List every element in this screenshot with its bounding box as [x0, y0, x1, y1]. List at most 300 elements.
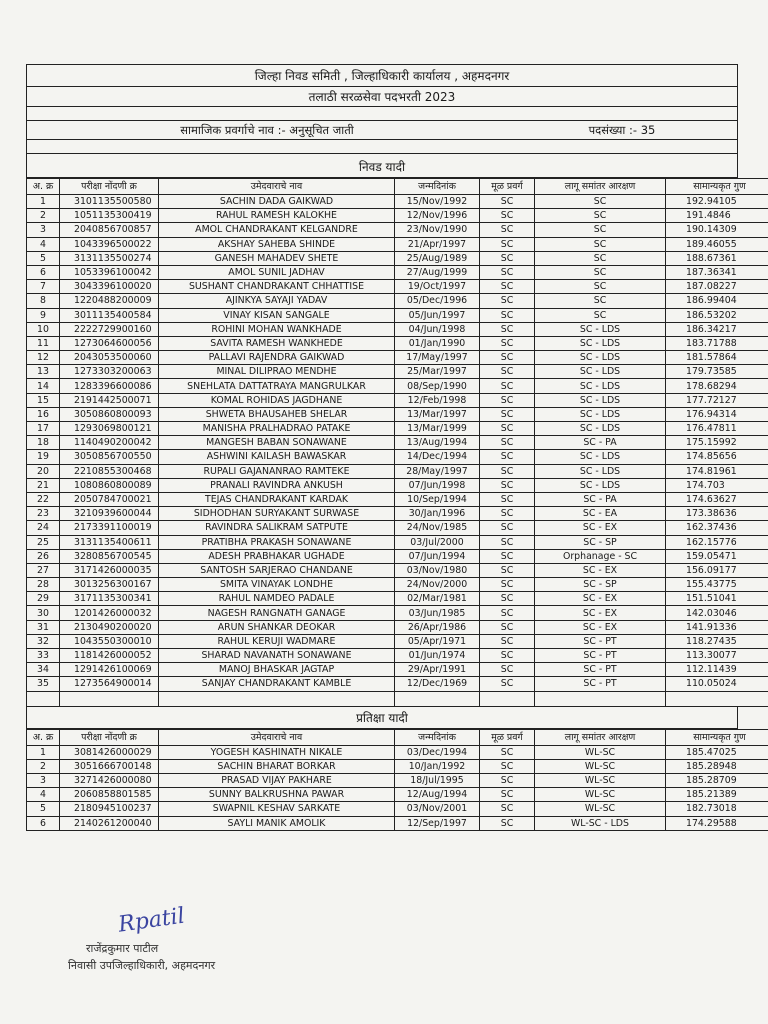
cell-serial: 18 [27, 436, 60, 450]
cell-category: SC [480, 195, 535, 209]
cell-registration: 3013256300167 [60, 578, 159, 592]
cell-registration: 1201426000032 [60, 606, 159, 620]
cell-dob: 29/Apr/1991 [395, 663, 480, 677]
cell-score: 174.63627 [666, 492, 768, 506]
office-title: जिल्हा निवड समिती , जिल्हाधिकारी कार्यालय , अहमदनगर [254, 69, 510, 83]
cell-dob: 24/Nov/2000 [395, 578, 480, 592]
selection-list-title: निवड यादी [358, 160, 406, 174]
cell-serial: 6 [27, 816, 60, 830]
cell-reservation: SC - LDS [535, 422, 666, 436]
cell-dob: 12/Feb/1998 [395, 393, 480, 407]
cell-dob: 03/Jul/2000 [395, 535, 480, 549]
cell-category: SC [480, 606, 535, 620]
cell-reservation: SC [535, 294, 666, 308]
cell-name: PRANALI RAVINDRA ANKUSH [159, 478, 395, 492]
cell-score: 173.38636 [666, 507, 768, 521]
cell-name: PRATIBHA PRAKASH SONAWANE [159, 535, 395, 549]
cell-reservation: SC [535, 251, 666, 265]
cell-name: ROHINI MOHAN WANKHADE [159, 322, 395, 336]
table-row [27, 407, 768, 421]
cell-dob: 28/May/1997 [395, 464, 480, 478]
cell-category: SC [480, 422, 535, 436]
cell-category: SC [480, 549, 535, 563]
table-row [27, 507, 768, 521]
cell-reservation: SC - EX [535, 563, 666, 577]
cell-registration: 1283396600086 [60, 379, 159, 393]
cell-reservation: SC - LDS [535, 379, 666, 393]
cell-dob: 17/May/1997 [395, 351, 480, 365]
cell-name: TEJAS CHANDRAKANT KARDAK [159, 492, 395, 506]
table-row [27, 450, 768, 464]
table-row [27, 251, 768, 265]
cell-category: SC [480, 237, 535, 251]
cell-reservation: SC [535, 308, 666, 322]
cell-serial: 2 [27, 759, 60, 773]
cell-name: RAHUL RAMESH KALOKHE [159, 209, 395, 223]
cell-score: 185.47025 [666, 745, 768, 759]
cell-dob: 21/Apr/1997 [395, 237, 480, 251]
cell-dob: 12/Aug/1994 [395, 788, 480, 802]
cell-serial: 32 [27, 634, 60, 648]
waiting-body [27, 745, 768, 830]
cell-score: 188.67361 [666, 251, 768, 265]
cell-serial: 7 [27, 280, 60, 294]
cell-serial: 3 [27, 223, 60, 237]
cell-name: RUPALI GAJANANRAO RAMTEKE [159, 464, 395, 478]
cell-score: 186.99404 [666, 294, 768, 308]
selection-list-heading [26, 154, 738, 178]
cell-dob: 05/Jun/1997 [395, 308, 480, 322]
cell-dob: 04/Jun/1998 [395, 322, 480, 336]
cell-category: SC [480, 521, 535, 535]
cell-registration: 1273564900014 [60, 677, 159, 691]
blank-cell [666, 691, 768, 706]
cell-score: 178.68294 [666, 379, 768, 393]
cell-dob: 01/Jun/1974 [395, 649, 480, 663]
cell-name: PRASAD VIJAY PAKHARE [159, 773, 395, 787]
cell-score: 186.53202 [666, 308, 768, 322]
category-row [26, 121, 738, 140]
cell-score: 156.09177 [666, 563, 768, 577]
waiting-table [26, 729, 768, 831]
cell-serial: 24 [27, 521, 60, 535]
cell-registration: 3131135400611 [60, 535, 159, 549]
cell-registration: 1293069800121 [60, 422, 159, 436]
cell-name: YOGESH KASHINATH NIKALE [159, 745, 395, 759]
table-row [27, 393, 768, 407]
cell-dob: 23/Nov/1990 [395, 223, 480, 237]
blank-cell [480, 691, 535, 706]
cell-score: 179.73585 [666, 365, 768, 379]
cell-registration: 3171426000035 [60, 563, 159, 577]
cell-score: 183.71788 [666, 336, 768, 350]
cell-category: SC [480, 492, 535, 506]
table-row [27, 478, 768, 492]
cell-serial: 12 [27, 351, 60, 365]
cell-category: SC [480, 773, 535, 787]
waiting-list-heading [26, 707, 738, 729]
cell-name: NAGESH RANGNATH GANAGE [159, 606, 395, 620]
cell-category: SC [480, 663, 535, 677]
cell-serial: 9 [27, 308, 60, 322]
cell-name: MANISHA PRALHADRAO PATAKE [159, 422, 395, 436]
table-row [27, 237, 768, 251]
cell-category: SC [480, 788, 535, 802]
cell-dob: 13/Mar/1997 [395, 407, 480, 421]
cell-dob: 12/Nov/1996 [395, 209, 480, 223]
blank-cell [27, 691, 60, 706]
post-count: पदसंख्या :- 35 [588, 122, 656, 137]
cell-serial: 34 [27, 663, 60, 677]
cell-registration: 1043550300010 [60, 634, 159, 648]
cell-score: 174.29588 [666, 816, 768, 830]
cell-reservation: WL-SC [535, 802, 666, 816]
cell-reservation: SC - LDS [535, 393, 666, 407]
cell-registration: 2191442500071 [60, 393, 159, 407]
cell-category: SC [480, 592, 535, 606]
cell-dob: 07/Jun/1998 [395, 478, 480, 492]
table-row [27, 578, 768, 592]
cell-reservation: SC - LDS [535, 464, 666, 478]
cell-dob: 08/Sep/1990 [395, 379, 480, 393]
cell-category: SC [480, 478, 535, 492]
cell-serial: 14 [27, 379, 60, 393]
cell-registration: 3271426000080 [60, 773, 159, 787]
cell-serial: 20 [27, 464, 60, 478]
cell-serial: 1 [27, 745, 60, 759]
cell-category: SC [480, 407, 535, 421]
cell-registration: 3043396100020 [60, 280, 159, 294]
cell-name: SHWETA BHAUSAHEB SHELAR [159, 407, 395, 421]
cell-reservation: SC - LDS [535, 450, 666, 464]
cell-dob: 01/Jan/1990 [395, 336, 480, 350]
cell-reservation: WL-SC - LDS [535, 816, 666, 830]
cell-dob: 25/Mar/1997 [395, 365, 480, 379]
cell-name: KOMAL ROHIDAS JAGDHANE [159, 393, 395, 407]
cell-registration: 3171135300341 [60, 592, 159, 606]
cell-score: 174.81961 [666, 464, 768, 478]
signature-block [68, 903, 216, 973]
table-row [27, 365, 768, 379]
cell-serial: 17 [27, 422, 60, 436]
selection-header-row [27, 179, 768, 195]
cell-score: 191.4846 [666, 209, 768, 223]
cell-reservation: SC - EA [535, 507, 666, 521]
cell-name: RAHUL KERUJI WADMARE [159, 634, 395, 648]
cell-score: 174.85656 [666, 450, 768, 464]
table-row [27, 620, 768, 634]
cell-dob: 02/Mar/1981 [395, 592, 480, 606]
cell-category: SC [480, 634, 535, 648]
document-page [26, 64, 746, 831]
cell-serial: 15 [27, 393, 60, 407]
spacer-row [26, 107, 738, 121]
cell-dob: 03/Nov/2001 [395, 802, 480, 816]
table-row [27, 265, 768, 279]
cell-registration: 1053396100042 [60, 265, 159, 279]
cell-name: PALLAVI RAJENDRA GAIKWAD [159, 351, 395, 365]
cell-registration: 1043396500022 [60, 237, 159, 251]
table-row [27, 663, 768, 677]
cell-serial: 16 [27, 407, 60, 421]
cell-registration: 1291426100069 [60, 663, 159, 677]
cell-score: 181.57864 [666, 351, 768, 365]
cell-score: 176.94314 [666, 407, 768, 421]
cell-registration: 1140490200042 [60, 436, 159, 450]
cell-serial: 11 [27, 336, 60, 350]
cell-serial: 5 [27, 251, 60, 265]
table-row [27, 294, 768, 308]
selection-table [26, 178, 768, 707]
signature-mark: Rpatil [116, 903, 187, 938]
category-name: सामाजिक प्रवर्गाचे नाव :- अनुसूचित जाती [180, 122, 354, 137]
table-row [27, 773, 768, 787]
cell-category: SC [480, 535, 535, 549]
cell-category: SC [480, 265, 535, 279]
blank-cell [159, 691, 395, 706]
cell-reservation: SC - PT [535, 649, 666, 663]
col-registration: परीक्षा नोंदणी क्र [60, 179, 159, 195]
cell-category: SC [480, 379, 535, 393]
table-row [27, 521, 768, 535]
cell-score: 189.46055 [666, 237, 768, 251]
cell-category: SC [480, 507, 535, 521]
cell-dob: 10/Jan/1992 [395, 759, 480, 773]
cell-reservation: SC [535, 237, 666, 251]
cell-name: SAYLI MANIK AMOLIK [159, 816, 395, 830]
blank-cell [60, 691, 159, 706]
cell-reservation: SC - PT [535, 677, 666, 691]
cell-name: AMOL SUNIL JADHAV [159, 265, 395, 279]
cell-dob: 30/Jan/1996 [395, 507, 480, 521]
cell-category: SC [480, 365, 535, 379]
cell-reservation: SC - EX [535, 620, 666, 634]
cell-name: AKSHAY SAHEBA SHINDE [159, 237, 395, 251]
col-category: मूळ प्रवर्ग [480, 729, 535, 745]
cell-registration: 3210939600044 [60, 507, 159, 521]
cell-score: 185.28948 [666, 759, 768, 773]
cell-category: SC [480, 280, 535, 294]
cell-serial: 19 [27, 450, 60, 464]
cell-reservation: SC - LDS [535, 351, 666, 365]
spacer-row [26, 140, 738, 154]
cell-score: 175.15992 [666, 436, 768, 450]
cell-name: MANGESH BABAN SONAWANE [159, 436, 395, 450]
table-row [27, 549, 768, 563]
cell-registration: 3051666700148 [60, 759, 159, 773]
col-reservation: लागू समांतर आरक्षण [535, 179, 666, 195]
cell-name: SUNNY BALKRUSHNA PAWAR [159, 788, 395, 802]
cell-serial: 31 [27, 620, 60, 634]
cell-score: 185.21389 [666, 788, 768, 802]
cell-serial: 27 [27, 563, 60, 577]
table-row [27, 816, 768, 830]
cell-registration: 3101135500580 [60, 195, 159, 209]
table-row [27, 195, 768, 209]
table-row [27, 759, 768, 773]
cell-dob: 03/Nov/1980 [395, 563, 480, 577]
cell-dob: 15/Nov/1992 [395, 195, 480, 209]
cell-dob: 12/Sep/1997 [395, 816, 480, 830]
cell-serial: 23 [27, 507, 60, 521]
cell-category: SC [480, 322, 535, 336]
table-row [27, 563, 768, 577]
cell-registration: 2210855300468 [60, 464, 159, 478]
cell-score: 186.34217 [666, 322, 768, 336]
table-row [27, 592, 768, 606]
cell-dob: 03/Jun/1985 [395, 606, 480, 620]
col-name: उमेदवाराचे नाव [159, 179, 395, 195]
cell-score: 182.73018 [666, 802, 768, 816]
cell-serial: 29 [27, 592, 60, 606]
cell-score: 159.05471 [666, 549, 768, 563]
cell-dob: 18/Jul/1995 [395, 773, 480, 787]
col-score: सामान्यकृत गुण [666, 179, 768, 195]
table-row [27, 223, 768, 237]
cell-name: SANTOSH SARJERAO CHANDANE [159, 563, 395, 577]
cell-category: SC [480, 223, 535, 237]
cell-reservation: SC - EX [535, 606, 666, 620]
cell-registration: 3011135400584 [60, 308, 159, 322]
cell-category: SC [480, 294, 535, 308]
cell-registration: 2060858801585 [60, 788, 159, 802]
table-row [27, 308, 768, 322]
cell-category: SC [480, 436, 535, 450]
cell-registration: 1273064600056 [60, 336, 159, 350]
cell-reservation: SC - LDS [535, 407, 666, 421]
cell-serial: 25 [27, 535, 60, 549]
cell-serial: 28 [27, 578, 60, 592]
cell-serial: 30 [27, 606, 60, 620]
cell-category: SC [480, 649, 535, 663]
cell-score: 177.72127 [666, 393, 768, 407]
cell-serial: 10 [27, 322, 60, 336]
cell-reservation: SC - EX [535, 521, 666, 535]
cell-registration: 3280856700545 [60, 549, 159, 563]
table-row [27, 280, 768, 294]
col-registration: परीक्षा नोंदणी क्र [60, 729, 159, 745]
cell-category: SC [480, 450, 535, 464]
cell-dob: 24/Nov/1985 [395, 521, 480, 535]
recruitment-title: तलाठी सरळसेवा पदभरती 2023 [308, 90, 456, 104]
cell-category: SC [480, 677, 535, 691]
cell-category: SC [480, 802, 535, 816]
cell-name: VINAY KISAN SANGALE [159, 308, 395, 322]
cell-reservation: SC - LDS [535, 322, 666, 336]
waiting-list-title: प्रतिक्षा यादी [356, 710, 408, 725]
cell-dob: 07/Jun/1994 [395, 549, 480, 563]
cell-reservation: SC [535, 223, 666, 237]
cell-registration: 2180945100237 [60, 802, 159, 816]
waiting-header-row [27, 729, 768, 745]
cell-name: SHARAD NAVANATH SONAWANE [159, 649, 395, 663]
cell-serial: 5 [27, 802, 60, 816]
cell-score: 141.91336 [666, 620, 768, 634]
cell-score: 174.703 [666, 478, 768, 492]
cell-registration: 2222729900160 [60, 322, 159, 336]
cell-category: SC [480, 393, 535, 407]
cell-reservation: SC - PT [535, 634, 666, 648]
cell-serial: 22 [27, 492, 60, 506]
cell-serial: 2 [27, 209, 60, 223]
cell-score: 151.51041 [666, 592, 768, 606]
cell-dob: 12/Dec/1969 [395, 677, 480, 691]
cell-score: 162.15776 [666, 535, 768, 549]
cell-score: 110.05024 [666, 677, 768, 691]
cell-registration: 2050784700021 [60, 492, 159, 506]
cell-name: GANESH MAHADEV SHETE [159, 251, 395, 265]
cell-serial: 13 [27, 365, 60, 379]
cell-serial: 26 [27, 549, 60, 563]
cell-name: SAVITA RAMESH WANKHEDE [159, 336, 395, 350]
cell-serial: 33 [27, 649, 60, 663]
col-score: सामान्यकृत गुण [666, 729, 768, 745]
cell-category: SC [480, 251, 535, 265]
table-row [27, 322, 768, 336]
cell-reservation: SC - PA [535, 492, 666, 506]
cell-dob: 25/Aug/1989 [395, 251, 480, 265]
cell-registration: 2173391100019 [60, 521, 159, 535]
cell-name: AMOL CHANDRAKANT KELGANDRE [159, 223, 395, 237]
table-row [27, 606, 768, 620]
cell-category: SC [480, 209, 535, 223]
cell-reservation: SC [535, 209, 666, 223]
blank-row [27, 691, 768, 706]
col-dob: जन्मदिनांक [395, 729, 480, 745]
recruitment-header [26, 87, 738, 107]
cell-reservation: WL-SC [535, 788, 666, 802]
cell-registration: 3131135500274 [60, 251, 159, 265]
cell-name: SACHIN DADA GAIKWAD [159, 195, 395, 209]
cell-reservation: SC - PT [535, 663, 666, 677]
cell-registration: 2130490200020 [60, 620, 159, 634]
cell-serial: 8 [27, 294, 60, 308]
cell-name: SANJAY CHANDRAKANT KAMBLE [159, 677, 395, 691]
cell-serial: 21 [27, 478, 60, 492]
cell-score: 192.94105 [666, 195, 768, 209]
cell-score: 162.37436 [666, 521, 768, 535]
col-serial: अ. क्र [27, 729, 60, 745]
cell-name: ARUN SHANKAR DEOKAR [159, 620, 395, 634]
cell-category: SC [480, 351, 535, 365]
cell-reservation: SC - PA [535, 436, 666, 450]
cell-name: ADESH PRABHAKAR UGHADE [159, 549, 395, 563]
cell-reservation: WL-SC [535, 759, 666, 773]
cell-serial: 3 [27, 773, 60, 787]
cell-reservation: SC - SP [535, 578, 666, 592]
cell-dob: 13/Aug/1994 [395, 436, 480, 450]
cell-reservation: SC - LDS [535, 336, 666, 350]
cell-dob: 03/Dec/1994 [395, 745, 480, 759]
table-row [27, 492, 768, 506]
cell-serial: 4 [27, 788, 60, 802]
cell-name: ASHWINI KAILASH BAWASKAR [159, 450, 395, 464]
cell-serial: 4 [27, 237, 60, 251]
cell-reservation: SC [535, 280, 666, 294]
table-row [27, 634, 768, 648]
cell-registration: 1273303200063 [60, 365, 159, 379]
cell-score: 113.30077 [666, 649, 768, 663]
cell-reservation: SC - LDS [535, 478, 666, 492]
cell-category: SC [480, 464, 535, 478]
cell-dob: 27/Aug/1999 [395, 265, 480, 279]
cell-score: 176.47811 [666, 422, 768, 436]
cell-reservation: SC [535, 195, 666, 209]
signatory-name: राजेंद्रकुमार पाटील [86, 942, 159, 955]
cell-name: SNEHLATA DATTATRAYA MANGRULKAR [159, 379, 395, 393]
cell-category: SC [480, 745, 535, 759]
col-dob: जन्मदिनांक [395, 179, 480, 195]
